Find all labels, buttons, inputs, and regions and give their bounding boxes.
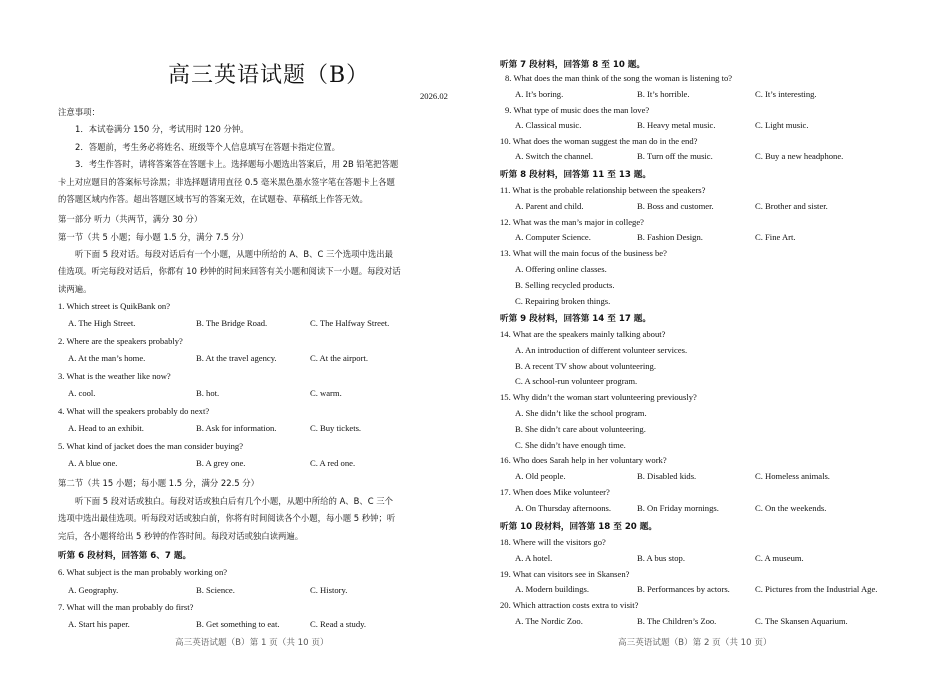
question-stem: 18. Where will the visitors go? [500, 537, 606, 547]
option-a: A. At the man’s home. [68, 353, 146, 363]
section2-instructions: 选项中选出最佳选项。听每段对话或独白前，你将有时间阅读各个小题，每小题 5 秒钟；听 [58, 513, 396, 523]
option-b: B. hot. [196, 388, 220, 398]
option-a: A. Start his paper. [68, 619, 130, 629]
option-c: C. Read a study. [310, 619, 367, 629]
option-b: B. Science. [196, 585, 235, 595]
question-stem: 7. What will the man probably do first? [58, 602, 194, 612]
option-c: C. Buy tickets. [310, 423, 362, 433]
option-a: A. Modern buildings. [515, 584, 589, 594]
question-stem: 8. What does the man think of the song the woman is listening to? [505, 73, 733, 83]
option-c: C. Homeless animals. [755, 471, 830, 481]
option-b: B. On Friday mornings. [637, 503, 719, 513]
option-a: A. On Thursday afternoons. [515, 503, 612, 513]
option-b: B. Ask for information. [196, 423, 277, 433]
question-stem: 6. What subject is the man probably working on? [58, 567, 228, 577]
option-c: C. A museum. [755, 553, 804, 563]
question-stem: 15. Why didn’t the woman start volunteering previously? [500, 392, 697, 402]
option-c: C. Fine Art. [755, 232, 796, 242]
option-a: A. It’s boring. [515, 89, 564, 99]
option-c: C. warm. [310, 388, 342, 398]
question-stem: 5. What kind of jacket does the man consider buying? [58, 441, 244, 451]
question-stem: 19. What can visitors see in Skansen? [500, 569, 630, 579]
option-b: B. At the travel agency. [196, 353, 277, 363]
option-c: C. A school-run volunteer program. [515, 376, 638, 386]
question-stem: 2. Where are the speakers probably? [58, 336, 183, 346]
option-b: B. A recent TV show about volunteering. [515, 361, 656, 371]
notice-line: 卡上对应题目的答案标号涂黑；非选择题请用直径 0.5 毫米黑色墨水签字笔在答题卡上各题 [58, 177, 395, 187]
option-c: C. Buy a new headphone. [755, 151, 844, 161]
question-stem: 4. What will the speakers probably do next? [58, 406, 210, 416]
material-heading: 听第 8 段材料，回答第 11 至 13 题。 [500, 170, 651, 180]
option-c: C. It’s interesting. [755, 89, 817, 99]
option-c: C. History. [310, 585, 348, 595]
option-b: B. She didn’t care about volunteering. [515, 424, 646, 434]
option-a: A. Head to an exhibit. [68, 423, 144, 433]
option-c: C. The Skansen Aquarium. [755, 616, 848, 626]
option-b: B. Get something to eat. [196, 619, 280, 629]
option-c: C. Pictures from the Industrial Age. [755, 584, 878, 594]
notice-line: 2．答题前，考生务必将姓名、班级等个人信息填写在答题卡指定位置。 [75, 142, 340, 152]
question-stem: 14. What are the speakers mainly talking about? [500, 329, 666, 339]
option-a: A. Computer Science. [515, 232, 591, 242]
option-b: B. Turn off the music. [637, 151, 713, 161]
exam-page-1 [0, 0, 470, 673]
option-c: C. At the airport. [310, 353, 368, 363]
notice-heading: 注意事项： [58, 107, 100, 117]
option-b: B. Disabled kids. [637, 471, 697, 481]
question-stem: 11. What is the probable relationship between the speakers? [500, 185, 706, 195]
option-c: C. Brother and sister. [755, 201, 828, 211]
option-a: A. The Nordic Zoo. [515, 616, 583, 626]
option-c: C. She didn’t have enough time. [515, 440, 626, 450]
option-a: A. Classical music. [515, 120, 582, 130]
section2-heading: 第二节（共 15 小题；每小题 1.5 分，满分 22.5 分） [58, 478, 259, 488]
option-a: A. Offering online classes. [515, 264, 607, 274]
section2-instructions: 完后，各小题将给出 5 秒钟的作答时间。每段对话或独白读两遍。 [58, 531, 304, 541]
question-stem: 16. Who does Sarah help in her voluntary work? [500, 455, 667, 465]
question-stem: 17. When does Mike volunteer? [500, 487, 610, 497]
exam-title: 高三英语试题（B） [168, 63, 370, 88]
option-b: B. It’s horrible. [637, 89, 690, 99]
option-b: B. Fashion Design. [637, 232, 703, 242]
question-stem: 20. Which attraction costs extra to visit? [500, 600, 639, 610]
option-a: A. An introduction of different volunteer services. [515, 345, 688, 355]
option-c: C. A red one. [310, 458, 356, 468]
option-c: C. Light music. [755, 120, 809, 130]
option-b: B. The Children’s Zoo. [637, 616, 717, 626]
option-b: B. A bus stop. [637, 553, 685, 563]
section1-heading: 第一节（共 5 小题；每小题 1.5 分，满分 7.5 分） [58, 232, 249, 242]
section1-instructions: 佳选项。听完每段对话后，你都有 10 秒钟的时间来回答有关小题和阅读下一小题。每段对话 [58, 266, 401, 276]
option-a: A. cool. [68, 388, 96, 398]
option-a: A. Geography. [68, 585, 119, 595]
notice-line: 3．考生作答时，请将答案答在答题卡上。选择题每小题选出答案后，用 2B 铅笔把答题 [75, 159, 399, 169]
question-stem: 3. What is the weather like now? [58, 371, 171, 381]
material-heading: 听第 6 段材料，回答第 6、7 题。 [58, 551, 192, 561]
option-a: A. Old people. [515, 471, 566, 481]
option-c: C. The Halfway Street. [310, 318, 390, 328]
option-a: A. The High Street. [68, 318, 136, 328]
option-b: B. Performances by actors. [637, 584, 730, 594]
material-heading: 听第 9 段材料，回答第 14 至 17 题。 [500, 314, 651, 324]
material-heading: 听第 7 段材料，回答第 8 至 10 题。 [500, 60, 645, 70]
notice-line: 的答题区域内作答。超出答题区域书写的答案无效，在试题卷、草稿纸上作答无效。 [58, 194, 368, 204]
section2-instructions: 听下面 5 段对话或独白。每段对话或独白后有几个小题，从题中所给的 A、B、C 三个 [75, 496, 394, 506]
option-a: A. A hotel. [515, 553, 553, 563]
question-stem: 1. Which street is QuikBank on? [58, 301, 171, 311]
material-heading: 听第 10 段材料，回答第 18 至 20 题。 [500, 522, 657, 532]
option-c: C. Repairing broken things. [515, 296, 611, 306]
option-b: B. The Bridge Road. [196, 318, 268, 328]
option-a: A. She didn’t like the school program. [515, 408, 647, 418]
question-stem: 9. What type of music does the man love? [505, 105, 650, 115]
page-footer: 高三英语试题（B）第 1 页（共 10 页） [175, 638, 329, 648]
option-b: B. A grey one. [196, 458, 246, 468]
option-a: A. A blue one. [68, 458, 118, 468]
option-b: B. Heavy metal music. [637, 120, 716, 130]
option-a: A. Parent and child. [515, 201, 584, 211]
exam-page-2 [490, 0, 950, 673]
section1-instructions: 读两遍。 [58, 284, 92, 294]
question-stem: 12. What was the man’s major in college? [500, 217, 644, 227]
option-b: B. Selling recycled products. [515, 280, 615, 290]
question-stem: 13. What will the main focus of the business be? [500, 248, 667, 258]
option-c: C. On the weekends. [755, 503, 827, 513]
page-footer: 高三英语试题（B）第 2 页（共 10 页） [618, 638, 772, 648]
part1-heading: 第一部分 听力（共两节，满分 30 分） [58, 214, 203, 224]
option-b: B. Boss and customer. [637, 201, 714, 211]
section1-instructions: 听下面 5 段对话。每段对话后有一个小题，从题中所给的 A、B、C 三个选项中选出最 [75, 249, 394, 259]
question-stem: 10. What does the woman suggest the man do in the end? [500, 136, 698, 146]
exam-date: 2026.02 [420, 91, 448, 101]
option-a: A. Switch the channel. [515, 151, 594, 161]
notice-line: 1．本试卷满分 150 分，考试用时 120 分钟。 [75, 124, 249, 134]
